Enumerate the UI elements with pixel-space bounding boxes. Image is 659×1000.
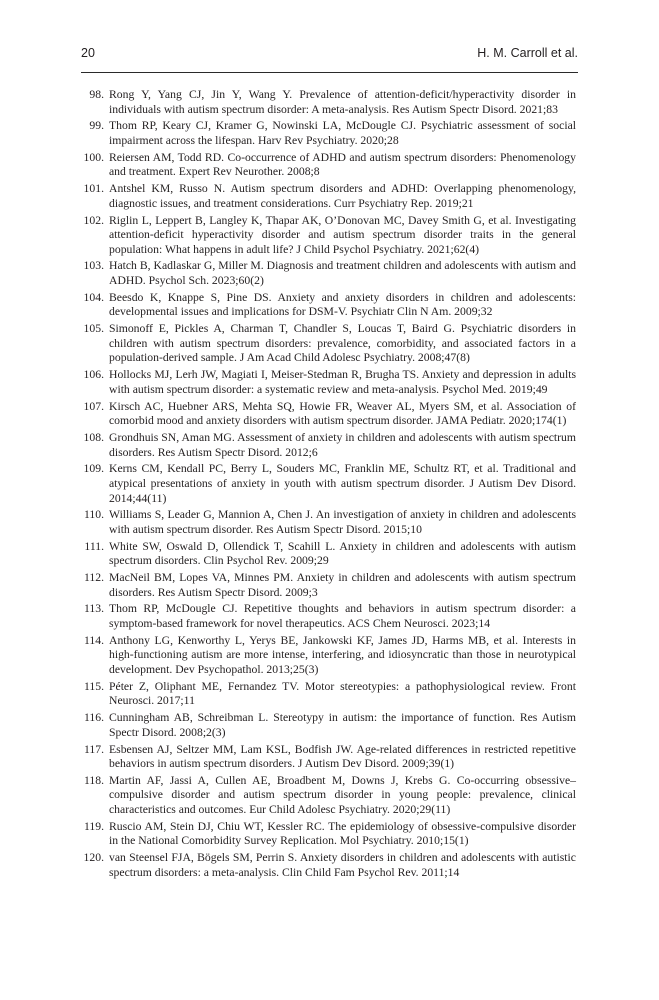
reference-text: van Steensel FJA, Bögels SM, Perrin S. Anxiety disorders in children and adolescents with autistic spectrum disorders: a meta-analysis. Clin Child Fam Psychol Rev. 2011;14: [109, 851, 576, 879]
reference-number: 112.: [83, 571, 104, 585]
reference-item: [81, 119, 578, 148]
reference-text: Rong Y, Yang CJ, Jin Y, Wang Y. Prevalence of attention-deficit/hyperactivity disorder in individuals with autism spectrum disorder: A meta-analysis. Res Autism Spectr Disord. 2021;83: [109, 88, 576, 116]
reference-text: Hatch B, Kadlaskar G, Miller M. Diagnosis and treatment children and adolescents with autism and ADHD. Psychol Sch. 2023;60(2): [109, 259, 576, 288]
reference-text: Anthony LG, Kenworthy L, Yerys BE, Jankowski KF, James JD, Harms MB, et al. Interests in high-functioning autism are more intense, interfering, and idiosyncratic than those in neurotypical development. Dev Psychopathol. 2013;25(3): [109, 633, 576, 676]
reference-text: Hollocks MJ, Lerh JW, Magiati I, Meiser-Stedman R, Brugha TS. Anxiety and depression in adults with autism spectrum disorder: a systematic review and meta-analysis. Psychol Med. 2019;49: [109, 368, 576, 396]
reference-item: [81, 602, 578, 631]
reference-number: 103.: [83, 259, 104, 273]
reference-item: [81, 711, 578, 740]
reference-text: Grondhuis SN, Aman MG. Assessment of anxiety in children and adolescents with autism spectrum disorders. Res Autism Spectr Disord. 2012;6: [109, 430, 576, 459]
reference-text: MacNeil BM, Lopes VA, Minnes PM. Anxiety in children and adolescents with autism spectrum disorders. Res Autism Spectr Disord. 2009;3: [109, 571, 576, 599]
reference-item: [81, 88, 578, 117]
reference-item: [81, 259, 578, 288]
reference-text: Kirsch AC, Huebner ARS, Mehta SQ, Howie FR, Weaver AL, Myers SM, et al. Association of comorbid mood and anxiety disorders with autism spectrum disorder. JAMA Pediatr. 2020;174(1): [109, 399, 576, 428]
reference-item: [81, 462, 578, 506]
reference-text: Reiersen AM, Todd RD. Co-occurrence of ADHD and autism spectrum disorders: Phenomenology and treatment. Expert Rev Neurother. 2008;8: [109, 150, 576, 179]
reference-number: 100.: [83, 150, 104, 164]
reference-text: Kerns CM, Kendall PC, Berry L, Souders MC, Franklin ME, Schultz RT, et al. Traditional and atypical presentations of anxiety in youth with autism spectrum disorder. J Autism Dev Disord. 2014;44(11): [109, 462, 576, 505]
reference-item: [81, 743, 578, 772]
reference-item: [81, 571, 578, 600]
reference-text: Cunningham AB, Schreibman L. Stereotypy in autism: the importance of function. Res Autism Spectr Disord. 2008;2(3): [109, 711, 576, 739]
reference-number: 111.: [84, 539, 104, 553]
reference-number: 107.: [83, 399, 104, 413]
reference-number: 106.: [83, 368, 104, 382]
reference-number: 113.: [83, 602, 104, 616]
reference-number: 114.: [83, 633, 104, 647]
reference-text: Williams S, Leader G, Mannion A, Chen J. An investigation of anxiety in children and adolescents with autism spectrum disorder. Res Autism Spectr Disord. 2015;10: [109, 508, 576, 536]
reference-number: 99.: [89, 119, 104, 133]
header-rule: [81, 72, 578, 73]
reference-number: 118.: [83, 773, 104, 787]
reference-text: Martin AF, Jassi A, Cullen AE, Broadbent M, Downs J, Krebs G. Co-occurring obsessive–compulsive disorder and autism spectrum disorder in young people: prevalence, clinical characteristics and outcomes. Eur Child Adolesc Psychiatry. 2020;29(11): [109, 773, 576, 817]
reference-number: 115.: [83, 679, 104, 693]
reference-item: [81, 151, 578, 180]
reference-text: Péter Z, Oliphant ME, Fernandez TV. Motor stereotypies: a pathophysiological review. Front Neurosci. 2017;11: [109, 679, 576, 708]
reference-number: 108.: [83, 430, 104, 444]
reference-item: [81, 851, 578, 880]
reference-item: [81, 508, 578, 537]
reference-number: 117.: [83, 742, 104, 756]
reference-item: [81, 291, 578, 320]
reference-text: Thom RP, McDougle CJ. Repetitive thoughts and behaviors in autism spectrum disorder: a symptom-based framework for novel therapeutics. ACS Chem Neurosci. 2023;14: [109, 602, 576, 630]
reference-text: Antshel KM, Russo N. Autism spectrum disorders and ADHD: Overlapping phenomenology, diagnostic issues, and treatment considerations. Curr Psychiatry Rep. 2019;21: [109, 182, 576, 210]
reference-item: [81, 400, 578, 429]
reference-number: 110.: [83, 508, 104, 522]
reference-number: 109.: [83, 462, 104, 476]
reference-item: [81, 680, 578, 709]
reference-number: 101.: [83, 182, 104, 196]
reference-number: 102.: [83, 213, 104, 227]
reference-item: [81, 368, 578, 397]
reference-text: Esbensen AJ, Seltzer MM, Lam KSL, Bodfish JW. Age-related differences in restricted repetitive behaviors in autism spectrum disorders. J Autism Dev Disord. 2009;39(1): [109, 742, 576, 771]
running-head: H. M. Carroll et al.: [477, 46, 578, 60]
reference-number: 116.: [83, 711, 104, 725]
reference-text: Thom RP, Keary CJ, Kramer G, Nowinski LA, McDougle CJ. Psychiatric assessment of social impairment across the lifespan. Harv Rev Psychiatry. 2020;28: [109, 119, 576, 147]
reference-item: [81, 820, 578, 849]
reference-text: Riglin L, Leppert B, Langley K, Thapar AK, O’Donovan MC, Davey Smith G, et al. Investigating attention-deficit hyperactivity disorder and autism spectrum disorder traits in the general population: What happens in adult life? J Child Psychol Psychiatry. 2021;62(4): [109, 213, 576, 256]
reference-text: Beesdo K, Knappe S, Pine DS. Anxiety and anxiety disorders in children and adolescents: developmental issues and implications for DSM-V. Psychiatr Clin N Am. 2009;32: [109, 290, 576, 319]
reference-number: 98.: [89, 88, 104, 101]
reference-item: [81, 214, 578, 258]
reference-item: [81, 634, 578, 678]
reference-item: [81, 182, 578, 211]
reference-item: [81, 774, 578, 818]
reference-item: [81, 322, 578, 366]
reference-text: White SW, Oswald D, Ollendick T, Scahill L. Anxiety in children and adolescents with autism spectrum disorders. Clin Psychol Rev. 2009;29: [109, 539, 576, 568]
reference-number: 105.: [83, 322, 104, 336]
reference-text: Simonoff E, Pickles A, Charman T, Chandler S, Loucas T, Baird G. Psychiatric disorders in children with autism spectrum disorders: prevalence, comorbidity, and associated factors in a population-derived sample. J Am Acad Child Adolesc Psychiatry. 2008;47(8): [109, 322, 576, 365]
reference-list: [81, 88, 578, 883]
reference-item: [81, 540, 578, 569]
reference-number: 119.: [83, 819, 104, 833]
page-header: [81, 46, 578, 66]
reference-number: 104.: [83, 290, 104, 304]
page-number: 20: [81, 46, 95, 60]
reference-number: 120.: [83, 851, 104, 865]
reference-item: [81, 431, 578, 460]
reference-text: Ruscio AM, Stein DJ, Chiu WT, Kessler RC. The epidemiology of obsessive-compulsive disorder in the National Comorbidity Survey Replication. Mol Psychiatry. 2010;15(1): [109, 819, 576, 848]
